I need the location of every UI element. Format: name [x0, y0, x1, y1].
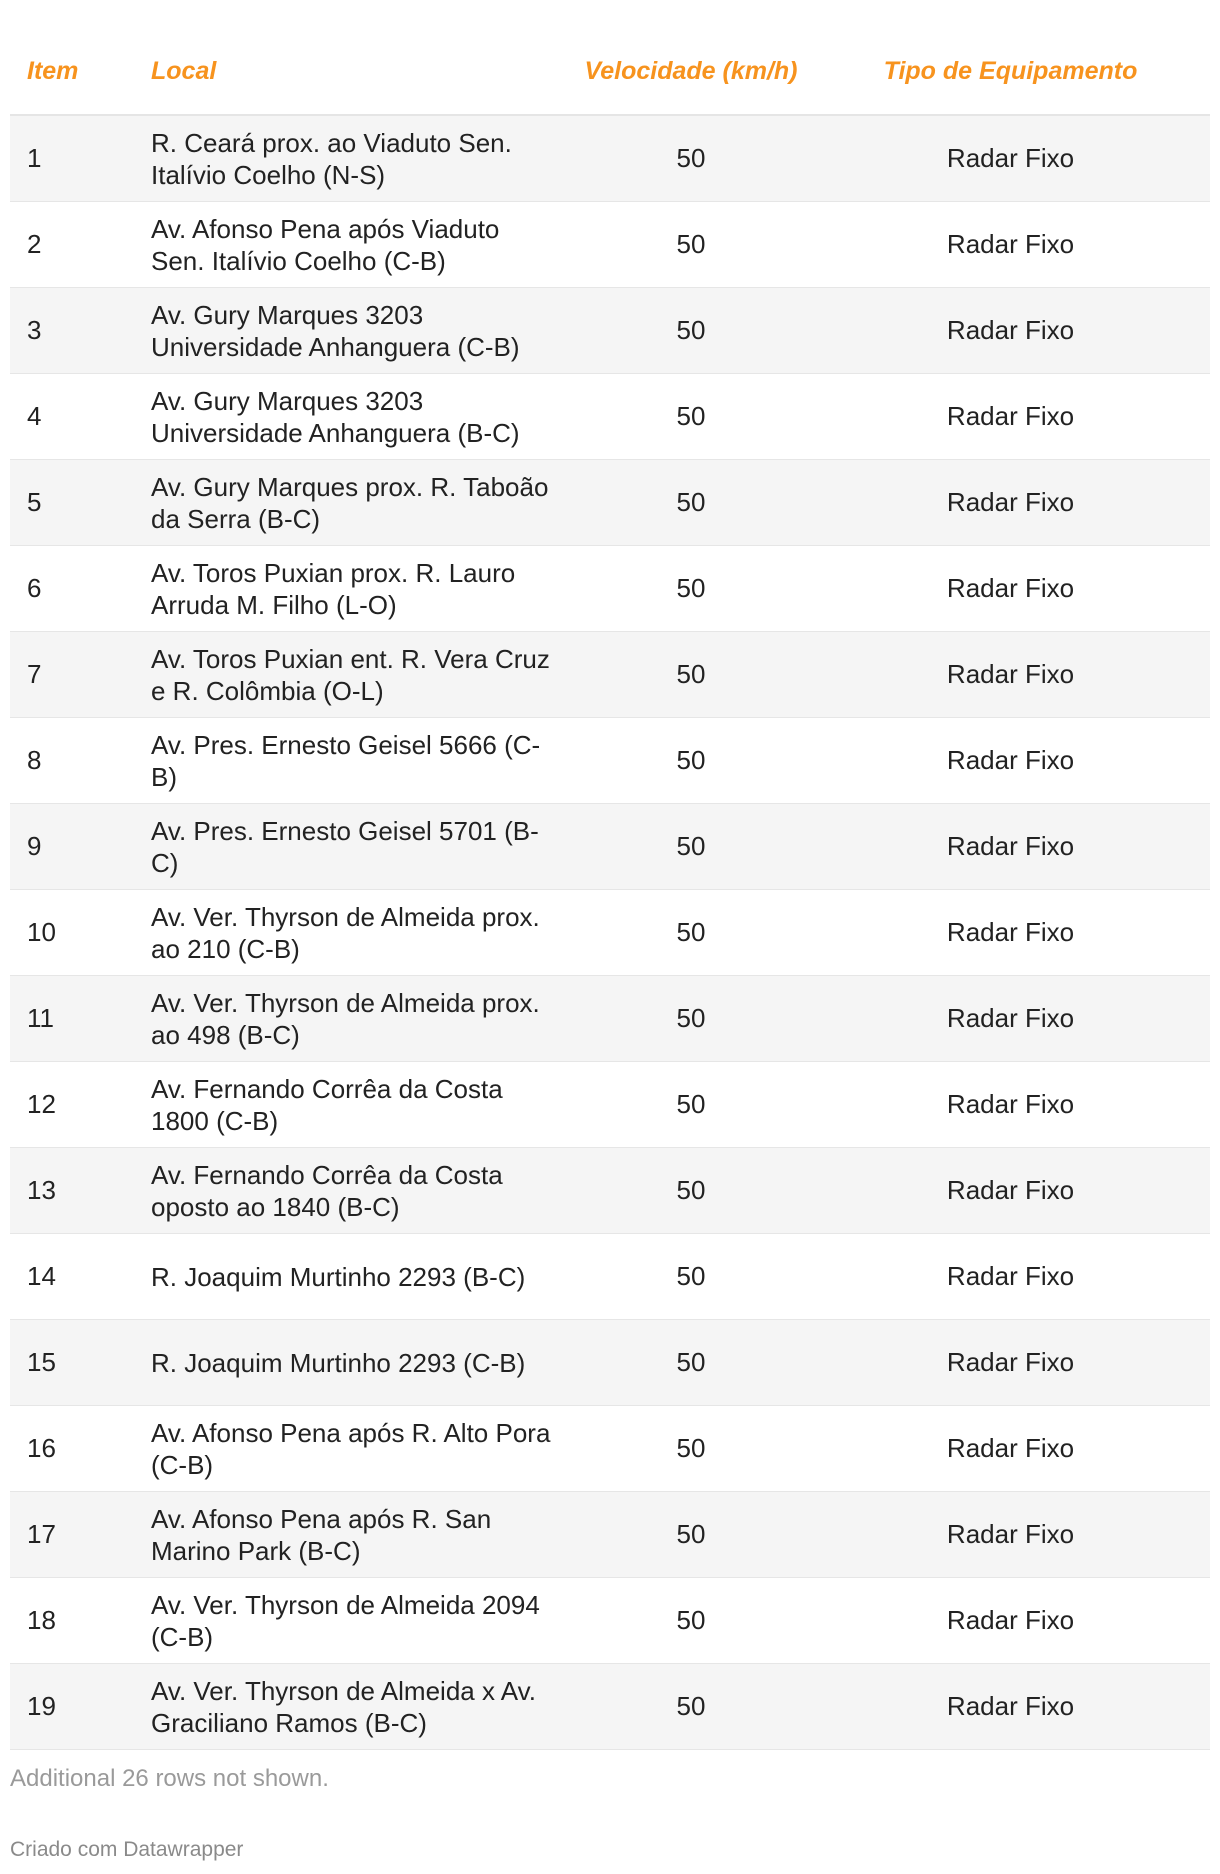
- cell-local: Av. Gury Marques prox. R. Taboão da Serra (B-C): [151, 471, 549, 534]
- cell-tipo: Radar Fixo: [946, 1175, 1075, 1205]
- table-row: [10, 288, 1210, 374]
- cell-tipo: Radar Fixo: [946, 229, 1075, 259]
- cell-item: 2: [27, 229, 42, 259]
- cell-item: 1: [27, 143, 42, 173]
- table-row: [10, 546, 1210, 632]
- cell-item: 5: [27, 487, 42, 517]
- table-row: [10, 1406, 1210, 1492]
- data-table: [10, 28, 1210, 1750]
- table-row: [10, 890, 1210, 976]
- cell-item: 19: [27, 1691, 56, 1721]
- cell-tipo: Radar Fixo: [946, 573, 1075, 603]
- cell-velocidade: 50: [676, 1261, 706, 1291]
- cell-local: Av. Ver. Thyrson de Almeida prox. ao 210 (C-B): [151, 901, 540, 964]
- cell-item: 10: [27, 917, 56, 947]
- cell-item: 8: [27, 745, 42, 775]
- cell-velocidade: 50: [676, 1519, 706, 1549]
- cell-local: Av. Gury Marques 3203 Universidade Anhanguera (C-B): [151, 299, 520, 362]
- cell-tipo: Radar Fixo: [946, 1347, 1075, 1377]
- cell-velocidade: 50: [676, 1691, 706, 1721]
- cell-tipo: Radar Fixo: [946, 315, 1075, 345]
- cell-local: R. Ceará prox. ao Viaduto Sen. Italívio Coelho (N-S): [151, 127, 512, 190]
- table-row: [10, 632, 1210, 718]
- cell-velocidade: 50: [676, 143, 706, 173]
- cell-velocidade: 50: [676, 401, 706, 431]
- header-tipo[interactable]: Tipo de Equipamento: [883, 57, 1138, 85]
- cell-local: Av. Fernando Corrêa da Costa oposto ao 1840 (B-C): [151, 1159, 503, 1222]
- cell-tipo: Radar Fixo: [946, 1089, 1075, 1119]
- cell-velocidade: 50: [676, 917, 706, 947]
- cell-item: 6: [27, 573, 42, 603]
- table-row: [10, 460, 1210, 546]
- header-velocidade[interactable]: Velocidade (km/h): [584, 57, 798, 85]
- table-row: [10, 804, 1210, 890]
- cell-local: Av. Afonso Pena após Viaduto Sen. Italívio Coelho (C-B): [151, 213, 500, 276]
- cell-item: 7: [27, 659, 42, 689]
- cell-velocidade: 50: [676, 1003, 706, 1033]
- cell-item: 4: [27, 401, 42, 431]
- cell-tipo: Radar Fixo: [946, 745, 1075, 775]
- cell-local: Av. Afonso Pena após R. San Marino Park (B-C): [151, 1503, 492, 1566]
- cell-item: 13: [27, 1175, 56, 1205]
- table-row: [10, 202, 1210, 288]
- cell-local: Av. Ver. Thyrson de Almeida 2094 (C-B): [151, 1589, 540, 1652]
- cell-local: R. Joaquim Murtinho 2293 (C-B): [151, 1347, 526, 1378]
- cell-tipo: Radar Fixo: [946, 1691, 1075, 1721]
- cell-tipo: Radar Fixo: [946, 659, 1075, 689]
- cell-local: Av. Toros Puxian ent. R. Vera Cruz e R. Colômbia (O-L): [151, 643, 550, 706]
- cell-item: 9: [27, 831, 42, 861]
- table-row: [10, 976, 1210, 1062]
- cell-velocidade: 50: [676, 659, 706, 689]
- cell-velocidade: 50: [676, 487, 706, 517]
- cell-tipo: Radar Fixo: [946, 1433, 1075, 1463]
- cell-item: 3: [27, 315, 42, 345]
- cell-tipo: Radar Fixo: [946, 917, 1075, 947]
- table-row: [10, 1148, 1210, 1234]
- cell-velocidade: 50: [676, 1175, 706, 1205]
- cell-local: Av. Toros Puxian prox. R. Lauro Arruda M. Filho (L-O): [151, 557, 516, 620]
- cell-velocidade: 50: [676, 1089, 706, 1119]
- cell-tipo: Radar Fixo: [946, 1261, 1075, 1291]
- cell-velocidade: 50: [676, 1347, 706, 1377]
- cell-item: 17: [27, 1519, 56, 1549]
- table-row: [10, 1234, 1210, 1320]
- cell-velocidade: 50: [676, 315, 706, 345]
- cell-tipo: Radar Fixo: [946, 143, 1075, 173]
- table-row: [10, 1492, 1210, 1578]
- credit-text: Criado com Datawrapper: [10, 1838, 244, 1861]
- cell-local: Av. Fernando Corrêa da Costa 1800 (C-B): [151, 1073, 503, 1136]
- rows-hidden-note: Additional 26 rows not shown.: [10, 1765, 329, 1792]
- cell-item: 12: [27, 1089, 56, 1119]
- table-body: [10, 116, 1210, 1750]
- cell-item: 15: [27, 1347, 56, 1377]
- cell-velocidade: 50: [676, 745, 706, 775]
- cell-tipo: Radar Fixo: [946, 1519, 1075, 1549]
- cell-local: Av. Afonso Pena após R. Alto Pora (C-B): [151, 1417, 551, 1480]
- cell-local: R. Joaquim Murtinho 2293 (B-C): [151, 1261, 526, 1292]
- cell-tipo: Radar Fixo: [946, 487, 1075, 517]
- cell-tipo: Radar Fixo: [946, 1003, 1075, 1033]
- cell-velocidade: 50: [676, 573, 706, 603]
- cell-item: 11: [27, 1003, 54, 1033]
- table-header: [10, 28, 1210, 116]
- cell-velocidade: 50: [676, 1605, 706, 1635]
- cell-velocidade: 50: [676, 229, 706, 259]
- table-row: [10, 1320, 1210, 1406]
- cell-tipo: Radar Fixo: [946, 831, 1075, 861]
- header-local[interactable]: Local: [151, 57, 217, 85]
- table-row: [10, 1664, 1210, 1750]
- table-row: [10, 1062, 1210, 1148]
- table-row: [10, 116, 1210, 202]
- cell-item: 16: [27, 1433, 56, 1463]
- header-item[interactable]: Item: [27, 57, 79, 85]
- cell-local: Av. Ver. Thyrson de Almeida prox. ao 498 (B-C): [151, 987, 540, 1050]
- table-row: [10, 1578, 1210, 1664]
- cell-local: Av. Pres. Ernesto Geisel 5666 (C-B): [151, 729, 541, 792]
- cell-velocidade: 50: [676, 831, 706, 861]
- cell-velocidade: 50: [676, 1433, 706, 1463]
- cell-local: Av. Gury Marques 3203 Universidade Anhanguera (B-C): [151, 385, 520, 448]
- table-row: [10, 374, 1210, 460]
- table-row: [10, 718, 1210, 804]
- cell-item: 18: [27, 1605, 56, 1635]
- cell-item: 14: [27, 1261, 56, 1291]
- cell-local: Av. Pres. Ernesto Geisel 5701 (B-C): [151, 815, 539, 878]
- cell-tipo: Radar Fixo: [946, 1605, 1075, 1635]
- cell-tipo: Radar Fixo: [946, 401, 1075, 431]
- cell-local: Av. Ver. Thyrson de Almeida x Av. Graciliano Ramos (B-C): [151, 1675, 536, 1738]
